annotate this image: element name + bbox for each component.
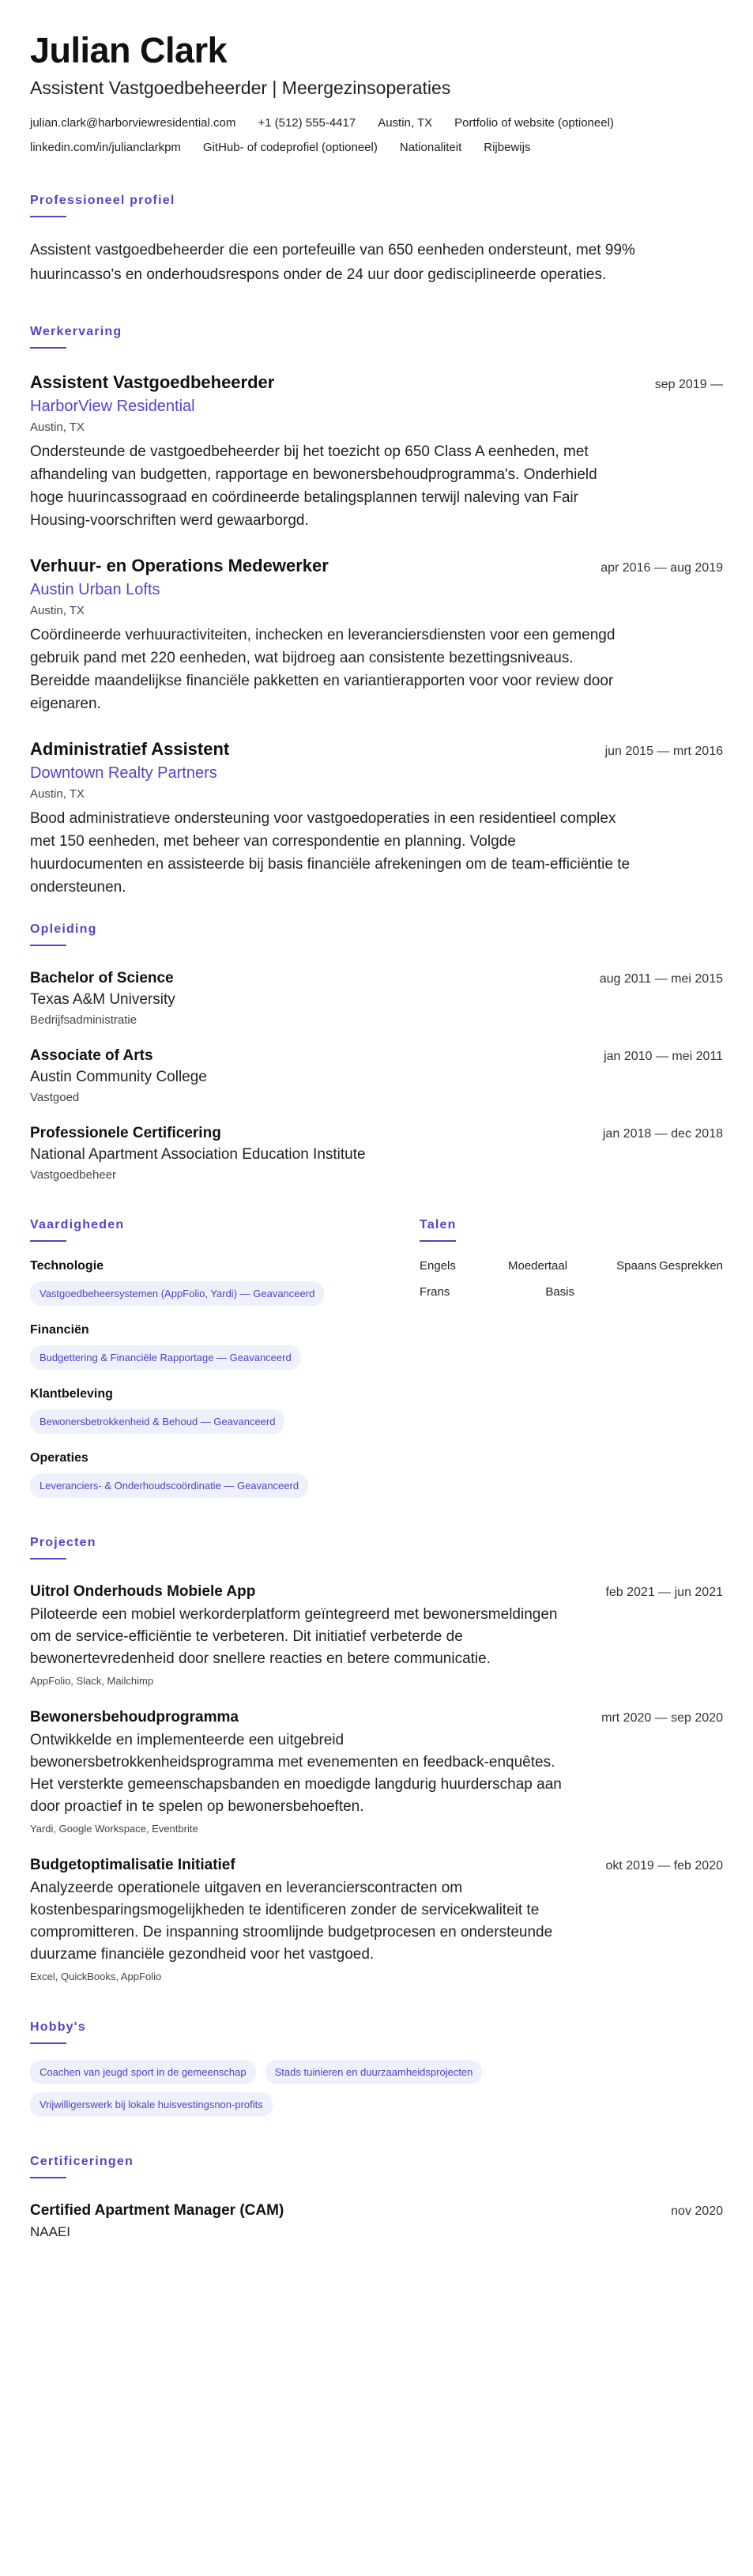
- job-location: Austin, TX: [30, 604, 85, 617]
- job-title: Administratief Assistent: [30, 739, 230, 759]
- education-degree: Associate of Arts: [30, 1047, 153, 1064]
- job-location: Austin, TX: [30, 787, 85, 801]
- education-school: Austin Community College: [30, 1069, 207, 1085]
- job-description: Coördineerde verhuuractiviteiten, inchecken en leveranciersdiensten voor een gemengd gebruik pand met 220 eenheden, wat bijdroeg aan consistente bezettingsniveaus. Bereidde maandelijkse financiële pakketten en variantierapporten voor voor review door eigenaren.: [30, 627, 616, 712]
- certification-item: [30, 2202, 723, 2240]
- job-company: Austin Urban Lofts: [30, 581, 160, 598]
- skill-group: [30, 1451, 386, 1498]
- skills-languages-row: [30, 1218, 723, 1498]
- contact-list: [30, 116, 723, 154]
- contact-email[interactable]: julian.clark@harborviewresidential.com: [30, 116, 236, 130]
- section-divider: [30, 1558, 66, 1560]
- language-level: Gesprekken: [659, 1259, 723, 1273]
- job-dates: jun 2015 — mrt 2016: [604, 745, 723, 758]
- hobby-chip: Vrijwilligerswerk bij lokale huisvestingsnon-profits: [30, 2092, 273, 2117]
- skill-category: Operaties: [30, 1451, 88, 1465]
- project-tools: AppFolio, Slack, Mailchimp: [30, 1675, 154, 1687]
- education-dates: jan 2010 — mei 2011: [604, 1050, 723, 1063]
- language-level: Basis: [545, 1285, 574, 1299]
- skill-chip: Budgettering & Financiële Rapportage — Geavanceerd: [30, 1345, 301, 1370]
- languages-list: [420, 1259, 723, 1299]
- project-title: Bewonersbehoudprogramma: [30, 1709, 239, 1726]
- contact-location: Austin, TX: [378, 116, 433, 130]
- contact-nationality: Nationaliteit: [399, 141, 462, 154]
- candidate-headline: Assistent Vastgoedbeheerder | Meergezinsoperaties: [30, 77, 451, 98]
- project-title: Budgetoptimalisatie Initiatief: [30, 1857, 235, 1873]
- language-name: Frans: [420, 1285, 450, 1299]
- project-item: [30, 1857, 723, 1982]
- section-title: Projecten: [30, 1536, 96, 1549]
- certification-date: nov 2020: [671, 2204, 723, 2218]
- skill-category: Klantbeleving: [30, 1387, 113, 1401]
- job-description: Bood administratieve ondersteuning voor vastgoedoperaties in een residentieel complex met 150 eenheden, met beheer van correspondentie en planning. Volgde huurdocumenten en assisteerde bij basis financiële afrekeningen om de team-efficiëntie te ondersteunen.: [30, 810, 631, 896]
- project-description: Analyzeerde operationele uitgaven en leverancierscontracten om kostenbesparingsmogelijkheden te identificeren zonder de servicekwaliteit te compromitteren. De inspanning stroomlijnde budgetprocesen en ondersteunde duurzame financiële gezondheid voor het vastgoed.: [30, 1880, 553, 1963]
- hobby-chip: Coachen van jeugd sport in de gemeenschap: [30, 2060, 256, 2084]
- skill-chip: Vastgoedbeheersystemen (AppFolio, Yardi) — Geavanceerd: [30, 1281, 324, 1306]
- section-title: Hobby's: [30, 2020, 86, 2034]
- education-school: National Apartment Association Education Institute: [30, 1146, 366, 1163]
- contact-github[interactable]: GitHub- of codeprofiel (optioneel): [202, 141, 378, 154]
- projects-section: [30, 1536, 723, 1982]
- education-item: [30, 1047, 723, 1104]
- experience-item: [30, 372, 723, 532]
- skills-section: [30, 1218, 386, 1498]
- contact-linkedin[interactable]: linkedin.com/in/julianclarkpm: [30, 141, 181, 154]
- skill-category: Financiën: [30, 1323, 89, 1337]
- section-divider: [30, 1240, 66, 1242]
- job-company: Downtown Realty Partners: [30, 764, 217, 782]
- experience-item: [30, 556, 723, 715]
- experience-section: [30, 325, 723, 899]
- certification-issuer: NAAEI: [30, 2224, 71, 2239]
- contact-portfolio[interactable]: Portfolio of website (optioneel): [454, 116, 614, 130]
- languages-section: [420, 1218, 723, 1498]
- education-degree: Professionele Certificering: [30, 1125, 221, 1141]
- certification-name: Certified Apartment Manager (CAM): [30, 2202, 284, 2219]
- section-divider: [30, 216, 66, 217]
- skill-chip: Leveranciers- & Onderhoudscoördinatie — Geavanceerd: [30, 1473, 308, 1498]
- hobby-list: [30, 2060, 599, 2117]
- skill-group: [30, 1323, 386, 1370]
- section-title: Opleiding: [30, 922, 97, 936]
- section-title: Talen: [420, 1218, 457, 1231]
- job-title: Verhuur- en Operations Medewerker: [30, 556, 329, 575]
- project-item: [30, 1709, 723, 1835]
- job-dates: sep 2019 —: [654, 378, 723, 391]
- project-dates: mrt 2020 — sep 2020: [601, 1711, 723, 1725]
- hobbies-section: [30, 2020, 723, 2117]
- candidate-name: Julian Clark: [30, 30, 228, 70]
- section-title: Vaardigheden: [30, 1218, 125, 1231]
- section-divider: [30, 2177, 66, 2178]
- education-dates: jan 2018 — dec 2018: [602, 1127, 723, 1141]
- skill-group: [30, 1259, 386, 1306]
- section-divider: [30, 945, 66, 946]
- job-title: Assistent Vastgoedbeheerder: [30, 372, 275, 392]
- section-divider: [30, 2042, 66, 2044]
- profile-section: [30, 194, 723, 287]
- project-description: Ontwikkelde en implementeerde een uitgebreid bewonersbetrokkenheidsprogramma met evenementen en feedback-enquêtes. Het versterkte gemeenschapsbanden en moedigde langdurig huurderschap aan door proactief in te spelen op bewonersbehoeften.: [30, 1732, 562, 1815]
- section-title: Certificeringen: [30, 2155, 134, 2168]
- resume-header: [30, 30, 723, 154]
- language-name: Spaans: [616, 1259, 657, 1273]
- experience-item: [30, 739, 723, 899]
- project-title: Uitrol Onderhouds Mobiele App: [30, 1583, 256, 1600]
- education-field: Bedrijfsadministratie: [30, 1013, 137, 1027]
- language-name: Engels: [420, 1259, 456, 1273]
- education-item: [30, 970, 723, 1027]
- education-field: Vastgoed: [30, 1091, 80, 1104]
- section-title: Werkervaring: [30, 325, 122, 338]
- contact-drivers-license: Rijbewijs: [484, 141, 531, 154]
- project-description: Piloteerde een mobiel werkorderplatform geïntegreerd met bewonersmeldingen om de service-efficiëntie te verbeteren. Dit initiatief verbeterde de bewonertevredenheid door snellere reacties en betere communicatie.: [30, 1606, 558, 1667]
- project-tools: Yardi, Google Workspace, Eventbrite: [30, 1823, 198, 1835]
- section-divider: [30, 347, 66, 349]
- education-dates: aug 2011 — mei 2015: [599, 972, 723, 986]
- education-section: [30, 922, 723, 1182]
- certifications-section: [30, 2155, 723, 2240]
- education-field: Vastgoedbeheer: [30, 1168, 116, 1182]
- profile-summary: Assistent vastgoedbeheerder die een portefeuille van 650 eenheden ondersteunt, met 99% huurincasso's en onderhoudsrespons onder de 24 uur door gedisciplineerde operaties.: [30, 242, 635, 283]
- education-school: Texas A&M University: [30, 991, 175, 1008]
- contact-phone[interactable]: +1 (512) 555-4417: [258, 116, 356, 130]
- project-tools: Excel, QuickBooks, AppFolio: [30, 1971, 162, 1982]
- project-dates: okt 2019 — feb 2020: [605, 1859, 723, 1873]
- job-company: HarborView Residential: [30, 398, 195, 415]
- hobby-chip: Stads tuinieren en duurzaamheidsprojecten: [265, 2060, 483, 2084]
- language-level: Moedertaal: [508, 1259, 568, 1273]
- section-divider: [420, 1240, 456, 1242]
- section-title: Professioneel profiel: [30, 194, 175, 207]
- job-dates: apr 2016 — aug 2019: [601, 561, 723, 575]
- project-item: [30, 1583, 723, 1687]
- education-item: [30, 1125, 723, 1182]
- job-description: Ondersteunde de vastgoedbeheerder bij het toezicht op 650 Class A eenheden, met afhandeling van budgetten, rapportage en bewonersbehoudprogramma's. Onderhield hoge huurincassograad en coördineerde betalingsplannen terwijl naleving van Fair Housing-voorschriften werd gewaarborgd.: [30, 443, 597, 529]
- education-degree: Bachelor of Science: [30, 970, 174, 986]
- skill-chip: Bewonersbetrokkenheid & Behoud — Geavanceerd: [30, 1409, 284, 1434]
- skill-group: [30, 1387, 386, 1434]
- project-dates: feb 2021 — jun 2021: [605, 1586, 723, 1599]
- job-location: Austin, TX: [30, 421, 85, 434]
- skill-category: Technologie: [30, 1259, 104, 1273]
